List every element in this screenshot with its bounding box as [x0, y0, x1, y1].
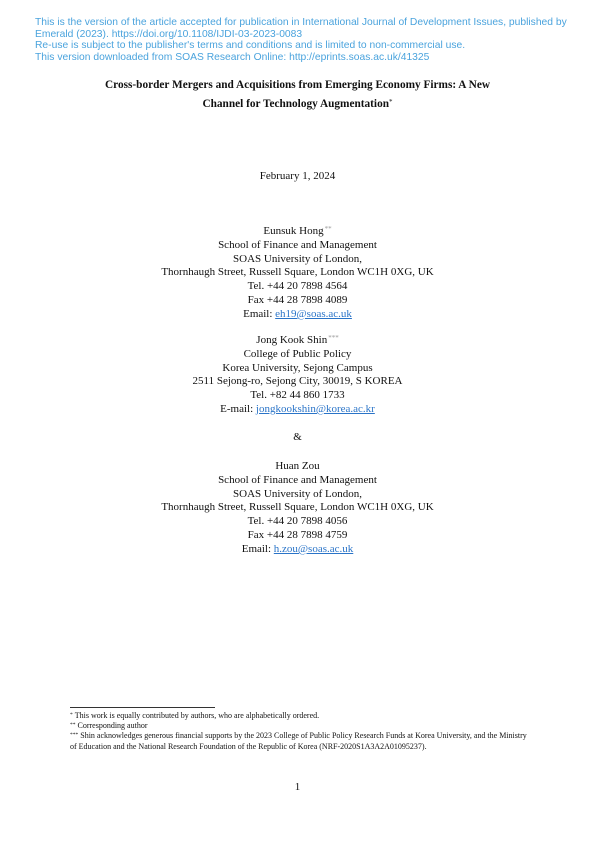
email-label: E-mail: — [220, 402, 256, 415]
author-name — [0, 460, 595, 474]
footnote — [70, 711, 530, 721]
author-block-2 — [0, 334, 595, 417]
footnote — [70, 731, 530, 751]
author-affiliation: College of Public Policy — [243, 347, 352, 360]
ampersand: & — [293, 431, 302, 443]
banner-line: Re-use is subject to the publisher's terms and conditions and is limited to non-commercial use. — [35, 40, 466, 52]
author-name-text: Eunsuk Hong — [263, 225, 324, 237]
title-footnote-mark: * — [389, 98, 393, 106]
email-link[interactable]: jongkookshin@korea.ac.kr — [255, 402, 375, 415]
author-block-3 — [0, 460, 595, 557]
author-institution: SOAS University of London, — [233, 252, 362, 265]
email-link[interactable]: eh19@soas.ac.uk — [275, 307, 352, 320]
author-name — [0, 225, 595, 239]
author-institution: SOAS University of London, — [233, 487, 362, 500]
banner-line: This is the version of the article accepted for publication in International Journal of Development Issues, published by — [35, 17, 567, 28]
author-footnote-mark: ** — [324, 225, 332, 233]
footnote-mark: *** — [70, 732, 79, 739]
paper-date: February 1, 2024 — [259, 170, 336, 182]
author-tel: Tel. +44 20 7898 4564 — [247, 280, 348, 293]
author-name — [0, 334, 595, 348]
email-label: Email: — [243, 307, 276, 320]
paper-title — [40, 76, 555, 114]
email-link[interactable]: h.zou@soas.ac.uk — [273, 542, 354, 555]
footnote-mark: ** — [70, 722, 76, 729]
banner-line: This version downloaded from SOAS Research Online: http://eprints.soas.ac.uk/41325 — [35, 51, 430, 63]
author-fax: Fax +44 28 7898 4759 — [247, 528, 348, 541]
footnote — [70, 721, 530, 731]
author-name-text: Jong Kook Shin — [256, 334, 328, 346]
author-affiliation: School of Finance and Management — [218, 238, 377, 251]
author-email-line — [0, 543, 595, 557]
footnote-mark: * — [70, 712, 73, 718]
author-footnote-mark: *** — [328, 334, 339, 342]
email-label: Email: — [241, 542, 274, 555]
banner-line: Emerald (2023). https://doi.org/10.1108/IJDI-03-2023-0083 — [35, 28, 303, 40]
page-number: 1 — [294, 781, 301, 793]
author-email-line — [0, 403, 595, 417]
author-tel: Tel. +82 44 860 1733 — [250, 389, 345, 402]
author-tel: Tel. +44 20 7898 4056 — [247, 515, 348, 528]
footnote-separator — [70, 707, 215, 708]
author-fax: Fax +44 28 7898 4089 — [247, 293, 348, 306]
author-email-line — [0, 308, 595, 322]
author-name-text: Huan Zou — [275, 460, 320, 472]
author-affiliation: School of Finance and Management — [218, 473, 377, 486]
title-line-1: Cross-border Mergers and Acquisitions from Emerging Economy Firms: A New — [104, 79, 490, 91]
footnotes — [70, 711, 530, 752]
author-institution: Korea University, Sejong Campus — [222, 361, 373, 374]
author-address: Thornhaugh Street, Russell Square, London WC1H 0XG, UK — [161, 266, 434, 279]
footnote-text: This work is equally contributed by authors, who are alphabetically ordered. — [74, 711, 320, 720]
author-address: 2511 Sejong-ro, Sejong City, 30019, S KOREA — [192, 375, 403, 388]
footnote-text: Corresponding author — [77, 721, 148, 731]
footnote-text: Shin acknowledges generous financial supports by the 2023 College of Public Policy Research Funds at Korea University, and the Ministry of Education and the National Research Foundation of the Republic of Korea (NRF-2020S1A3A2A01095237). — [70, 731, 527, 751]
title-line-2-text: Channel for Technology Augmentation — [202, 98, 390, 110]
author-block-1 — [0, 225, 595, 322]
title-line-2 — [40, 95, 555, 114]
author-address: Thornhaugh Street, Russell Square, London WC1H 0XG, UK — [161, 501, 434, 514]
publication-banner — [35, 17, 585, 63]
